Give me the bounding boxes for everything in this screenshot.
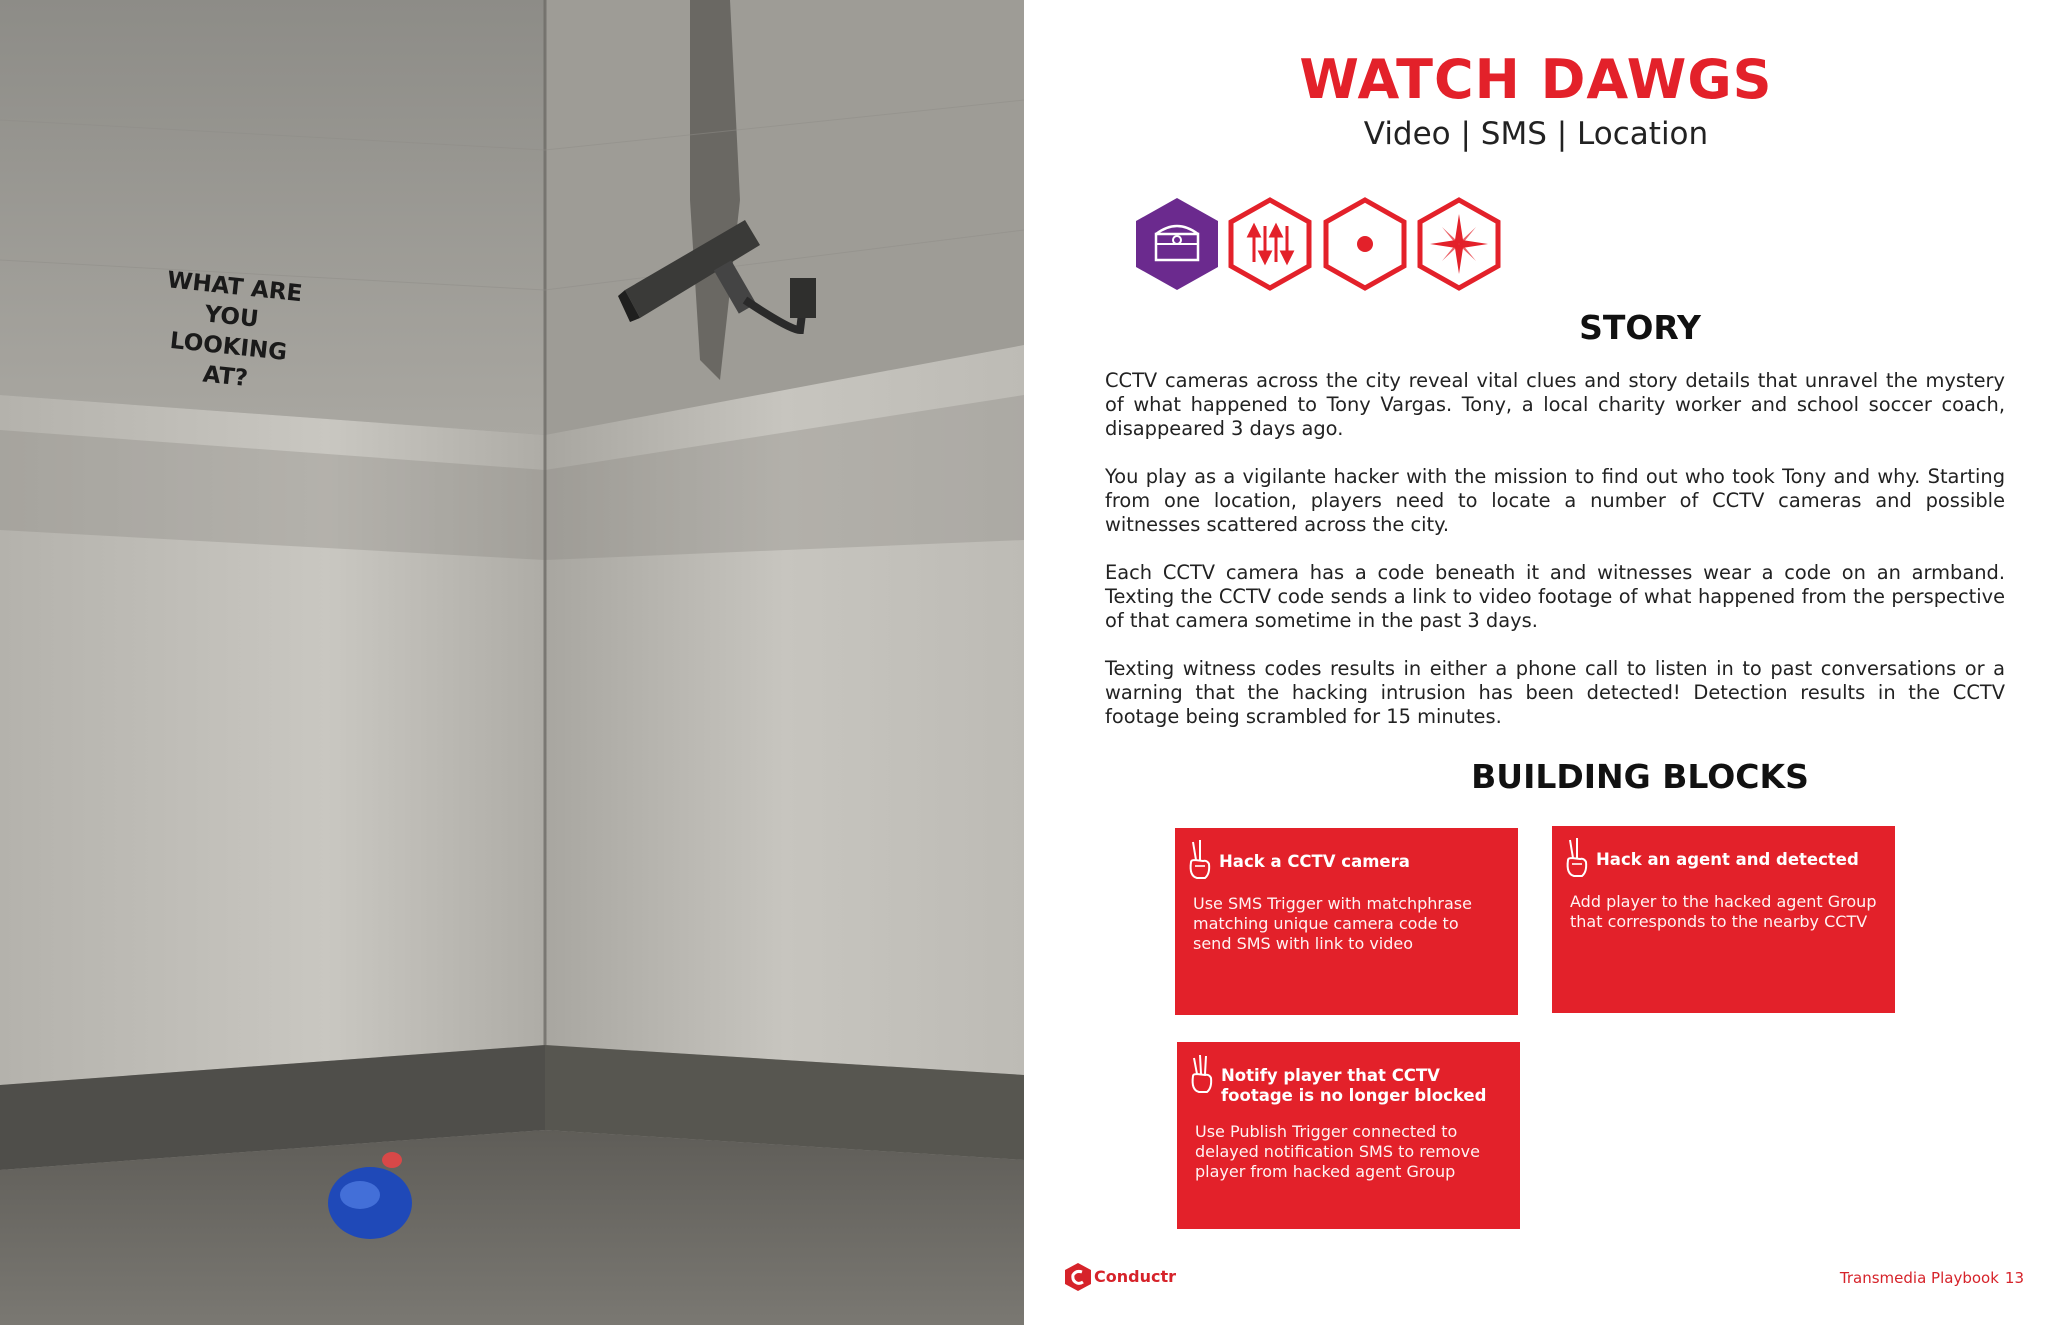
record-dot-icon [1322, 196, 1408, 292]
story-text [1105, 369, 2005, 753]
page-title: WATCH DAWGS [1299, 48, 1773, 111]
card-title: Hack an agent and detected [1596, 850, 1859, 869]
peace-hand-icon [1564, 836, 1590, 880]
story-heading: STORY [1579, 308, 1701, 347]
card-body: Use SMS Trigger with matchphrase matching unique camera code to send SMS with link to video [1193, 894, 1472, 953]
page-subtitle: Video | SMS | Location [1363, 116, 1709, 152]
graffiti-line: LOOKING AT? [168, 327, 289, 393]
peace-hand-icon [1187, 838, 1213, 882]
story-paragraph: CCTV cameras across the city reveal vital clues and story details that unravel the mystery of what happened to Tony Vargas. Tony, a local charity worker and school soccer coach, disappeared 3 days ago. [1105, 369, 2005, 440]
card-title: Notify player that CCTV footage is no longer blocked [1221, 1066, 1487, 1105]
feature-icon-row [1128, 196, 1548, 296]
graffiti-text [144, 264, 316, 400]
building-block-card [1175, 828, 1518, 1015]
building-block-card [1177, 1042, 1520, 1229]
page-number: 13 [2004, 1269, 2024, 1287]
three-finger-hand-icon [1189, 1052, 1215, 1096]
building-block-card [1552, 826, 1895, 1013]
arrows-up-down-icon [1227, 196, 1313, 292]
conductr-logo-icon [1064, 1262, 1092, 1292]
card-body: Use Publish Trigger connected to delayed notification SMS to remove player from hacked agent Group [1195, 1122, 1480, 1181]
story-paragraph: Texting witness codes results in either a phone call to listen in to past conversations or a warning that the hacking intrusion has been detected! Detection results in the CCTV footage being scrambled for 15 minutes. [1105, 657, 2005, 728]
card-body: Add player to the hacked agent Group that corresponds to the nearby CCTV [1570, 892, 1877, 931]
publication-name: Transmedia Playbook [1839, 1269, 1999, 1287]
story-paragraph: You play as a vigilante hacker with the mission to find out who took Tony and why. Starting from one location, players need to locate a number of CCTV cameras and possible witnesses scattered across the city. [1105, 465, 2005, 536]
playbook-page [1024, 0, 2048, 1325]
card-title: Hack a CCTV camera [1219, 852, 1410, 871]
graffiti-line: WHAT ARE [165, 267, 304, 308]
story-paragraph: Each CCTV camera has a code beneath it and witnesses wear a code on an armband. Texting the CCTV code sends a link to video footage of what happened from the perspective of that camera sometime in the past 3 days. [1105, 561, 2005, 632]
treasure-chest-icon [1134, 196, 1220, 292]
brand-name: Conductr [1094, 1267, 1176, 1286]
graffiti-line: YOU [203, 301, 260, 333]
conductr-logo [1064, 1262, 1204, 1292]
compass-rose-icon [1416, 196, 1502, 292]
building-blocks-heading: BUILDING BLOCKS [1471, 757, 1809, 796]
page-footer [1840, 1269, 2024, 1287]
